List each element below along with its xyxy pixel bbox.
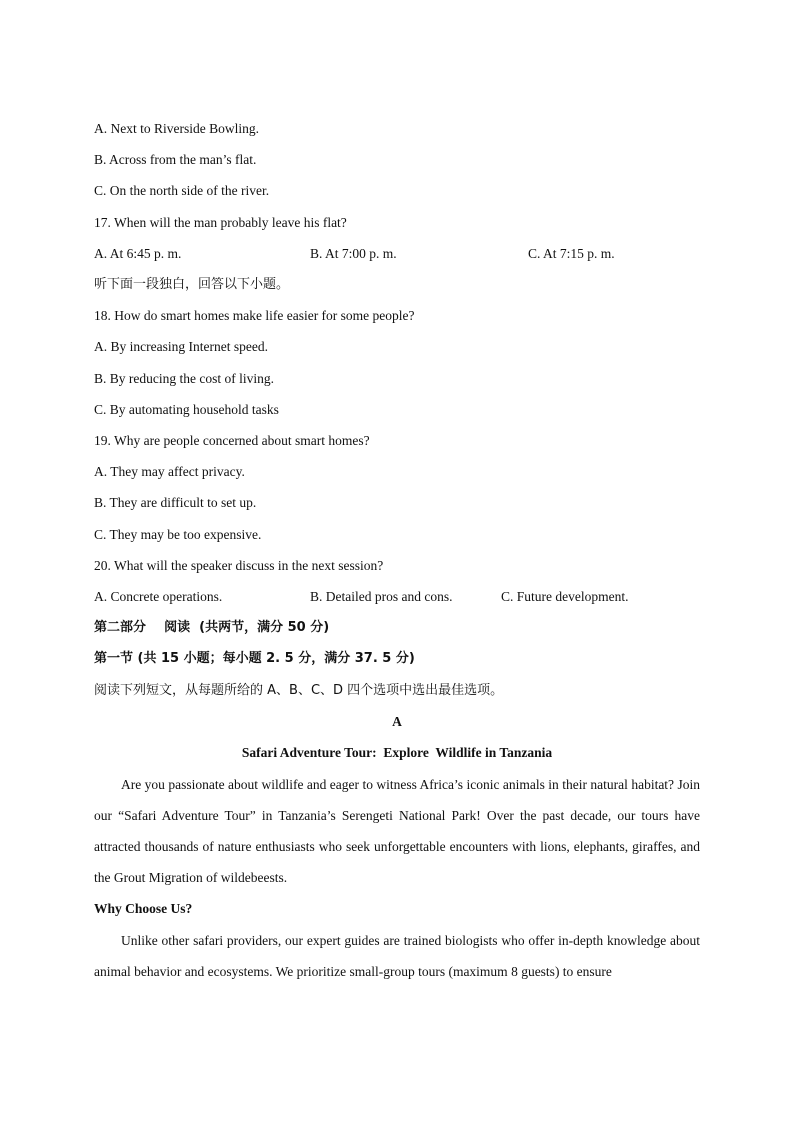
q19-option-a: A. They may affect privacy. [94, 464, 245, 479]
q18-question: 18. How do smart homes make life easier for some people? [94, 308, 415, 323]
q19-option-c: C. They may be too expensive. [94, 527, 262, 542]
q16-option-b: B. Across from the man’s flat. [94, 152, 257, 167]
q17-option-b: B. At 7:00 p. m. [310, 246, 397, 261]
reading-instruction: 阅读下列短文，从每题所给的 A、B、C、D 四个选项中选出最佳选项。 [94, 683, 504, 698]
passage-subheading: Why Choose Us? [94, 901, 193, 916]
q20-options [94, 588, 706, 606]
q20-option-a: A. Concrete operations. [94, 589, 223, 604]
q17-question: 17. When will the man probably leave his flat? [94, 215, 347, 230]
q20-option-b: B. Detailed pros and cons. [310, 589, 453, 604]
passage-paragraph-2: Unlike other safari providers, our expert guides are trained biologists who offer in-depth knowledge about animal behavior and ecosystems. We prioritize small-group tours (maximum 8 guests) to ensure [94, 933, 700, 979]
monologue-instruction: 听下面一段独白，回答以下小题。 [94, 277, 290, 292]
q18-option-b: B. By reducing the cost of living. [94, 371, 274, 386]
passage-paragraph-1: Are you passionate about wildlife and eager to witness Africa’s iconic animals in their natural habitat? Join our “Safari Adventure Tour” in Tanzania’s Serengeti National Park! Over the past decade, our tours have attracted thousands of nature enthusiasts who seek unforgettable encounters with lions, elephants, giraffes, and the Grout Migration of wildebeests. [94, 777, 700, 885]
q17-option-a: A. At 6:45 p. m. [94, 246, 182, 261]
q17-options [94, 245, 706, 263]
q19-question: 19. Why are people concerned about smart homes? [94, 433, 370, 448]
passage-letter: A [392, 714, 402, 729]
q18-option-a: A. By increasing Internet speed. [94, 339, 268, 354]
q16-option-a: A. Next to Riverside Bowling. [94, 121, 259, 136]
q17-option-c: C. At 7:15 p. m. [528, 246, 615, 261]
q19-option-b: B. They are difficult to set up. [94, 495, 257, 510]
q16-option-c: C. On the north side of the river. [94, 183, 270, 198]
q18-option-c: C. By automating household tasks [94, 402, 279, 417]
section1-heading: 第一节 (共 15 小题；每小题 2. 5 分，满分 37. 5 分) [94, 651, 415, 666]
q20-question: 20. What will the speaker discuss in the next session? [94, 558, 384, 573]
q20-option-c: C. Future development. [501, 589, 629, 604]
part2-heading: 第二部分 阅读 (共两节，满分 50 分) [94, 620, 330, 635]
passage-title: Safari Adventure Tour: Explore Wildlife in Tanzania [241, 745, 553, 760]
